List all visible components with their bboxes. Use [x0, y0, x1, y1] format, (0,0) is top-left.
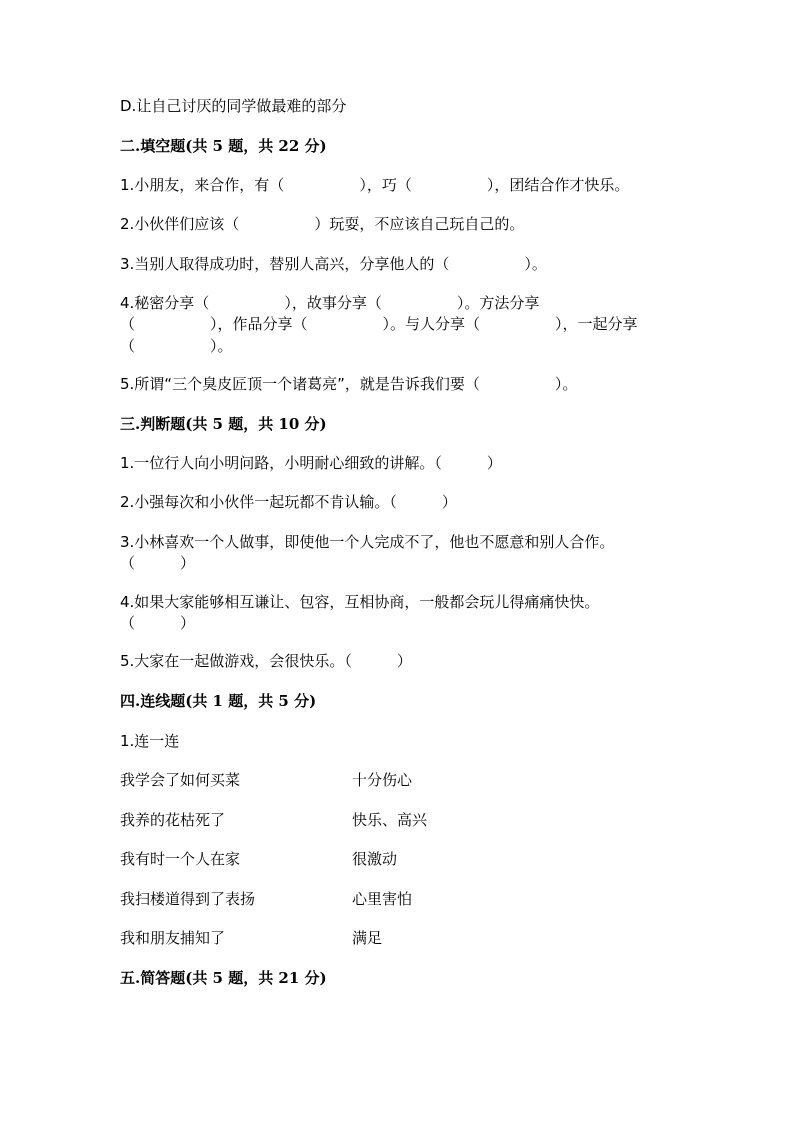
- s3-question-3-line1: 3.小林喜欢一个人做事，即使他一个人完成不了，他也不愿意和别人合作。: [120, 533, 615, 551]
- s3-question-1: 1.一位行人向小明问路，小明耐心细致的讲解。（ ）: [120, 454, 502, 472]
- s3-question-4-line2: （ ）: [120, 614, 196, 632]
- s4-question-1: 1.连一连: [120, 732, 180, 750]
- match-right-item: 心里害怕: [352, 890, 413, 908]
- section2-title: 二.填空题(共 5 题，共 22 分): [120, 137, 327, 155]
- match-left-item: 我学会了如何买菜: [120, 771, 241, 789]
- s2-question-4-line3: （ ）。: [120, 337, 233, 355]
- match-right-item: 十分伤心: [352, 771, 413, 789]
- s2-question-4-line1: 4.秘密分享（ ），故事分享（ ）。方法分享: [120, 294, 540, 312]
- s3-question-4-line1: 4.如果大家能够相互谦让、包容，互相协商，一般都会玩儿得痛痛快快。: [120, 593, 600, 611]
- s3-question-3-line2: （ ）: [120, 554, 196, 572]
- s3-question-5: 5.大家在一起做游戏，会很快乐。（ ）: [120, 652, 412, 670]
- option-d: D.让自己讨厌的同学做最难的部分: [120, 97, 347, 115]
- match-left-item: 我扫楼道得到了表扬: [120, 890, 256, 908]
- section5-title: 五.简答题(共 5 题，共 21 分): [120, 969, 327, 987]
- s3-question-2: 2.小强每次和小伙伴一起玩都不肯认输。（ ）: [120, 493, 457, 511]
- match-right-item: 满足: [352, 929, 383, 947]
- section3-title: 三.判断题(共 5 题，共 10 分): [120, 415, 327, 433]
- s2-question-4-line2: （ ），作品分享（ ）。与人分享（ ），一起分享: [120, 315, 638, 333]
- s2-question-5: 5.所谓“三个臭皮匠顶一个诸葛亮”，就是告诉我们要（ ）。: [120, 375, 578, 393]
- match-right-item: 快乐、高兴: [352, 811, 428, 829]
- match-left-item: 我养的花枯死了: [120, 811, 226, 829]
- match-left-item: 我有时一个人在家: [120, 850, 241, 868]
- match-left-item: 我和朋友捕知了: [120, 929, 226, 947]
- match-right-item: 很激动: [352, 850, 398, 868]
- s2-question-1: 1.小朋友，来合作，有（ ），巧（ ），团结合作才快乐。: [120, 176, 630, 194]
- s2-question-2: 2.小伙伴们应该（ ）玩耍，不应该自己玩自己的。: [120, 215, 525, 233]
- section4-title: 四.连线题(共 1 题，共 5 分): [120, 692, 317, 710]
- s2-question-3: 3.当别人取得成功时，替别人高兴，分享他人的（ ）。: [120, 255, 547, 273]
